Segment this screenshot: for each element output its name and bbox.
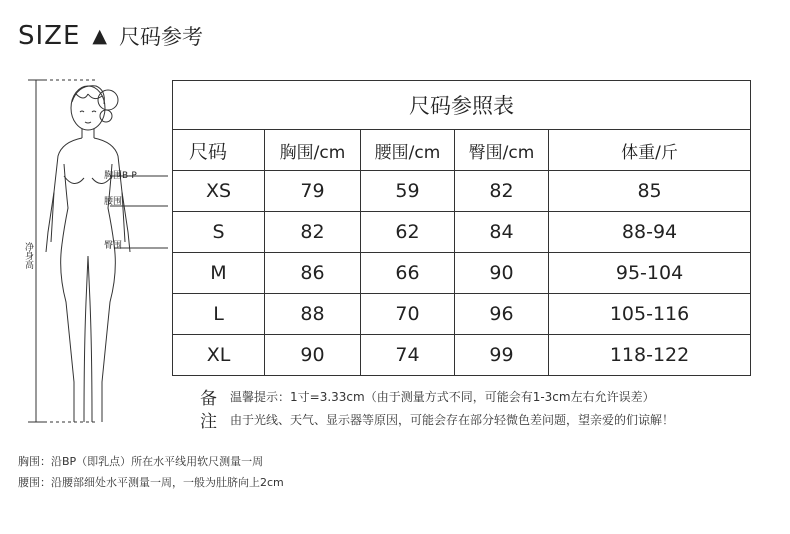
size-cell: L — [173, 294, 265, 335]
chest-cell: 90 — [265, 335, 361, 376]
size-cell: M — [173, 253, 265, 294]
hip-label: 臀围 — [104, 241, 123, 251]
chest-cell: 82 — [265, 212, 361, 253]
weight-cell: 95-104 — [549, 253, 751, 294]
table-row — [173, 171, 751, 212]
table-row — [173, 212, 751, 253]
size-cell: XS — [173, 171, 265, 212]
table-row — [173, 294, 751, 335]
body-figure — [18, 72, 168, 437]
chest-measure-instruction: 胸围：沿BP（即乳点）所在水平线用软尺测量一周 — [18, 455, 264, 468]
waist-cell: 70 — [361, 294, 455, 335]
page-header — [18, 18, 203, 54]
waist-measure-instruction: 腰围：沿腰部细处水平测量一周，一般为肚脐向上2cm — [18, 476, 284, 489]
note-mark: 备 — [200, 389, 217, 409]
hip-cell: 82 — [455, 171, 549, 212]
weight-cell: 85 — [549, 171, 751, 212]
note-line: 由于光线、天气、显示器等原因，可能会存在部分轻微色差问题，望亲爱的们谅解！ — [230, 413, 675, 427]
waist-cell: 59 — [361, 171, 455, 212]
chest-label: 胸围B-P — [104, 171, 137, 181]
size-cell: S — [173, 212, 265, 253]
notes-block — [200, 385, 674, 431]
table-title: 尺码参照表 — [173, 81, 751, 130]
column-header: 臀围/cm — [455, 130, 549, 171]
size-cell: XL — [173, 335, 265, 376]
weight-cell: 118-122 — [549, 335, 751, 376]
column-header: 体重/斤 — [549, 130, 751, 171]
body-outline-illustration — [18, 72, 168, 437]
chest-cell: 79 — [265, 171, 361, 212]
waist-cell: 66 — [361, 253, 455, 294]
table-row — [173, 253, 751, 294]
column-header: 腰围/cm — [361, 130, 455, 171]
size-reference-heading: 尺码参考 — [119, 25, 204, 49]
column-header: 胸围/cm — [265, 130, 361, 171]
weight-cell: 88-94 — [549, 212, 751, 253]
waist-cell: 62 — [361, 212, 455, 253]
table-row — [173, 335, 751, 376]
size-chart-table — [172, 80, 751, 376]
waist-label: 腰围 — [104, 197, 123, 207]
chest-cell: 88 — [265, 294, 361, 335]
chest-cell: 86 — [265, 253, 361, 294]
waist-cell: 74 — [361, 335, 455, 376]
table-header-row — [173, 130, 751, 171]
weight-cell: 105-116 — [549, 294, 751, 335]
column-header: 尺码 — [173, 130, 265, 171]
height-label: 净身高 — [23, 242, 33, 269]
note-mark: 注 — [200, 412, 217, 432]
hip-cell: 99 — [455, 335, 549, 376]
size-heading: SIZE — [18, 21, 81, 51]
hip-cell: 96 — [455, 294, 549, 335]
hip-cell: 90 — [455, 253, 549, 294]
triangle-icon: ▲ — [92, 25, 108, 47]
note-line: 温馨提示：1寸=3.33cm（由于测量方式不同，可能会有1-3cm左右允许误差） — [230, 390, 655, 404]
hip-cell: 84 — [455, 212, 549, 253]
